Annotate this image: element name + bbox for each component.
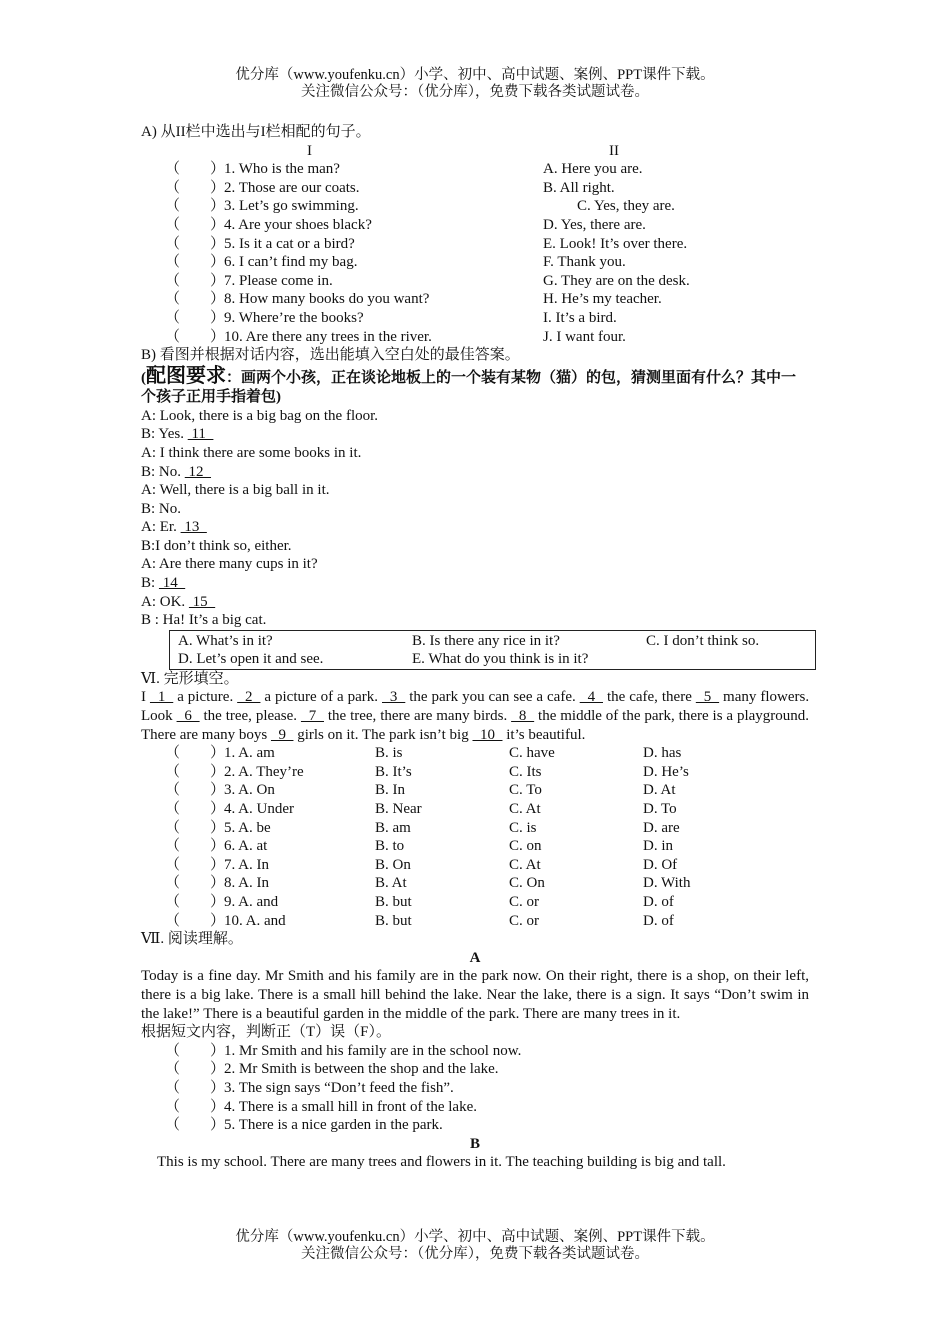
answer-bracket: （ ）	[165, 801, 226, 817]
part-b-passage: This is my school. There are many trees and flowers in it. The teaching building is big and tall.	[157, 1154, 726, 1171]
passage-text: the tree, please.	[199, 708, 301, 725]
tf-statement: 5. There is a nice garden in the park.	[224, 1117, 443, 1134]
passage-text: a picture of a park.	[260, 689, 382, 706]
answer-bracket: （ ）	[165, 254, 226, 271]
dialog-line	[141, 407, 809, 426]
cloze-blank: 6	[176, 708, 200, 725]
choice-c: C. At	[509, 801, 541, 817]
option-e: E. What do you think is in it?	[412, 650, 589, 667]
passage-text: the cafe, there	[603, 689, 696, 706]
cloze-blank: 7	[300, 708, 324, 725]
tf-statement: 1. Mr Smith and his family are in the school now.	[224, 1042, 522, 1059]
dialog-text: A: Well, there is a big ball in it.	[141, 482, 330, 499]
choice-d: D. With	[643, 875, 691, 892]
column-ii-sentence: F. Thank you.	[543, 254, 626, 271]
choice-b: B. is	[375, 745, 403, 762]
exam-content	[141, 123, 809, 1172]
choice-a: 4. A. Under	[224, 801, 294, 817]
choice-a: 7. A. In	[224, 856, 269, 873]
dialog-line	[141, 593, 809, 612]
choice-c: C. or	[509, 893, 539, 910]
column-i-sentence: 3. Let’s go swimming.	[224, 198, 359, 215]
choice-b: B. On	[375, 856, 411, 873]
column-i-sentence: 4. Are your shoes black?	[224, 216, 372, 233]
page-header	[0, 67, 950, 101]
cloze-blank: 1	[149, 689, 174, 706]
choice-d: D. Of	[643, 856, 678, 873]
matching-row	[141, 197, 809, 216]
cloze-question-row	[141, 781, 809, 800]
column-ii-sentence: B. All right.	[543, 179, 615, 196]
answer-bracket: （ ）	[165, 1079, 226, 1096]
cloze-blank: 8	[511, 708, 535, 725]
choice-a: 10. A. and	[224, 912, 286, 929]
choice-b: B. Near	[375, 801, 422, 817]
answer-bracket: （ ）	[165, 745, 226, 762]
column-ii-sentence: G. They are on the desk.	[543, 272, 690, 289]
tf-statement: 2. Mr Smith is between the shop and the lake.	[224, 1061, 499, 1078]
cloze-questions	[141, 744, 809, 930]
choice-c: C. On	[509, 875, 545, 892]
tf-item	[141, 1098, 809, 1117]
dialog-text: B: No.	[141, 463, 185, 480]
dialog-line	[141, 518, 809, 537]
matching-row	[141, 179, 809, 198]
cloze-question-row	[141, 763, 809, 782]
cloze-question-row	[141, 800, 809, 819]
choice-b: B. am	[375, 819, 411, 836]
note-open-paren: (	[141, 369, 146, 386]
answer-bracket: （ ）	[165, 1098, 226, 1115]
cloze-question-row	[141, 912, 809, 931]
choice-a: 5. A. be	[224, 819, 271, 836]
answer-bracket: （ ）	[165, 782, 226, 799]
passage-text: a picture.	[173, 689, 238, 706]
matching-row	[141, 253, 809, 272]
option-c: C. I don’t think so.	[646, 632, 760, 649]
cloze-blank: 3	[382, 689, 406, 706]
tf-item	[141, 1060, 809, 1079]
choice-d: D. He’s	[643, 763, 689, 780]
passage-text: I	[141, 689, 150, 706]
choice-b: B. to	[375, 838, 405, 855]
answer-bracket: （ ）	[165, 235, 226, 252]
answer-bracket: （ ）	[165, 328, 226, 345]
column-ii-sentence: C. Yes, they are.	[577, 198, 675, 215]
choice-d: D. At	[643, 782, 676, 799]
choice-a: 3. A. On	[224, 782, 275, 799]
dialog-text: A: Are there many cups in it?	[141, 556, 318, 573]
choice-c: C. have	[509, 745, 555, 762]
answer-bracket: （ ）	[165, 1117, 226, 1134]
choice-d: D. To	[643, 801, 677, 817]
dialog-text: B:	[141, 575, 159, 592]
choice-c: C. Its	[509, 763, 542, 780]
tf-statement: 3. The sign says “Don’t feed the fish”.	[224, 1079, 454, 1096]
header-line-2: 关注微信公众号：（优分库），免费下载各类试题试卷。	[301, 84, 649, 100]
dialog-blank: 12	[184, 463, 212, 480]
passage-text: the park you can see a cafe.	[405, 689, 580, 706]
answer-bracket: （ ）	[165, 291, 226, 308]
column-ii-sentence: H. He’s my teacher.	[543, 291, 662, 308]
matching-row	[141, 235, 809, 254]
cloze-question-row	[141, 819, 809, 838]
tf-item	[141, 1116, 809, 1135]
dialog-text: B : Ha! It’s a big cat.	[141, 612, 267, 629]
column-i-sentence: 6. I can’t find my bag.	[224, 254, 358, 271]
choice-a: 1. A. am	[224, 745, 275, 762]
cloze-blank: 5	[695, 689, 720, 706]
dialog-line	[141, 611, 809, 630]
column-i-header: I	[307, 142, 312, 159]
cloze-question-row	[141, 856, 809, 875]
choice-b: B. but	[375, 912, 412, 929]
matching-row	[141, 328, 809, 347]
dialog	[141, 407, 809, 630]
dialog-text: A: Look, there is a big bag on the floor.	[141, 407, 379, 424]
dialog-text: B: No.	[141, 500, 182, 517]
answer-bracket: （ ）	[165, 912, 226, 929]
dialog-line	[141, 444, 809, 463]
answer-bracket: （ ）	[165, 216, 226, 233]
choice-c: C. on	[509, 838, 542, 855]
section-7-title: Ⅶ. 阅读理解。	[141, 931, 243, 948]
dialog-text: A: OK.	[141, 593, 189, 610]
matching-row	[141, 290, 809, 309]
part-a-label: A	[469, 949, 481, 966]
answer-bracket: （ ）	[165, 875, 226, 892]
cloze-question-row	[141, 874, 809, 893]
tf-statement: 4. There is a small hill in front of the lake.	[224, 1098, 477, 1115]
choice-a: 8. A. In	[224, 875, 269, 892]
answer-bracket: （ ）	[165, 819, 226, 836]
note-text: ：画两个小孩，正在谈论地板上的一个装有某物（猫）的包，猜测里面有什么？其中一个孩子正用手指着包)	[141, 369, 797, 405]
column-i-sentence: 10. Are there any trees in the river.	[224, 328, 432, 345]
column-ii-sentence: D. Yes, there are.	[543, 216, 646, 233]
choice-c: C. or	[509, 912, 539, 929]
section-a-column-headers	[141, 142, 809, 161]
footer-line-1: 优分库（www.youfenku.cn）小学、初中、高中试题、案例、PPT课件下载。	[235, 1229, 715, 1245]
answer-bracket: （ ）	[165, 1061, 226, 1078]
column-ii-sentence: E. Look! It’s over there.	[543, 235, 688, 252]
column-ii-sentence: J. I want four.	[543, 328, 626, 345]
column-ii-sentence: A. Here you are.	[543, 161, 643, 178]
choice-b: B. It’s	[375, 763, 412, 780]
choice-a: 9. A. and	[224, 893, 279, 910]
choice-b: B. At	[375, 875, 407, 892]
matching-row	[141, 272, 809, 291]
column-i-sentence: 9. Where’re the books?	[224, 309, 364, 326]
dialog-line	[141, 574, 809, 593]
tf-item	[141, 1042, 809, 1061]
choice-d: D. has	[643, 745, 682, 762]
section-b-title: B) 看图并根据对话内容，选出能填入空白处的最佳答案。	[141, 347, 520, 364]
choice-b: B. In	[375, 782, 405, 799]
section-a-title: A) 从II栏中选出与I栏相配的句子。	[141, 124, 371, 140]
choice-c: C. is	[509, 819, 537, 836]
dialog-text: B:I don’t think so, either.	[141, 537, 292, 554]
option-a: A. What’s in it?	[178, 632, 273, 649]
dialog-text: B: Yes.	[141, 426, 188, 443]
picture-requirement-note	[141, 364, 809, 407]
page-footer	[0, 1229, 950, 1263]
footer-line-2: 关注微信公众号：（优分库），免费下载各类试题试卷。	[301, 1246, 649, 1262]
answer-bracket: （ ）	[165, 838, 226, 855]
part-a-passage: Today is a fine day. Mr Smith and his family are in the park now. On their right, there is a shop, on their left, there is a big lake. There is a small hill behind the lake. Near the lake, there is a sign. It says “Don’t swim in the lake!” There is a beautiful garden in the middle of the park. There are many trees in it.	[141, 968, 809, 1022]
dialog-blank: 11	[187, 426, 214, 443]
column-i-sentence: 2. Those are our coats.	[224, 179, 360, 196]
answer-bracket: （ ）	[165, 309, 226, 326]
cloze-blank: 2	[237, 689, 261, 706]
choice-a: 6. A. at	[224, 838, 268, 855]
choice-d: D. of	[643, 893, 674, 910]
dialog-line	[141, 555, 809, 574]
cloze-blank: 4	[579, 689, 603, 706]
true-false-items	[141, 1042, 809, 1135]
choice-c: C. To	[509, 782, 542, 799]
dialog-text: A: Er.	[141, 519, 181, 536]
dialog-blank: 15	[188, 593, 216, 610]
answer-bracket: （ ）	[165, 1042, 226, 1059]
answer-bracket: （ ）	[165, 893, 226, 910]
part-b-label: B	[469, 1135, 480, 1152]
dialog-line	[141, 481, 809, 500]
tf-item	[141, 1079, 809, 1098]
column-i-sentence: 5. Is it a cat or a bird?	[224, 235, 355, 252]
column-ii-header: II	[609, 142, 619, 159]
dialog-blank: 13	[180, 519, 207, 536]
choice-d: D. of	[643, 912, 674, 929]
header-line-1: 优分库（www.youfenku.cn）小学、初中、高中试题、案例、PPT课件下载。	[235, 67, 715, 83]
dialog-line	[141, 537, 809, 556]
column-i-sentence: 8. How many books do you want?	[224, 291, 430, 308]
matching-row	[141, 160, 809, 179]
dialog-blank: 14	[158, 575, 186, 592]
answer-bracket: （ ）	[165, 856, 226, 873]
cloze-blank: 10	[472, 726, 503, 743]
dialog-line	[141, 463, 809, 482]
passage-text: the middle of the park, there is a playground. There are many boys	[141, 708, 810, 743]
passage-text: many flowers. Look	[141, 689, 810, 725]
section-a-rows	[141, 160, 809, 346]
cloze-blank: 9	[270, 726, 294, 743]
part-a-instruction: 根据短文内容，判断正（T）误（F）。	[141, 1024, 392, 1041]
choice-d: D. in	[643, 838, 673, 855]
note-heading: 配图要求	[146, 364, 226, 387]
answer-bracket: （ ）	[165, 272, 226, 289]
choice-a: 2. A. They’re	[224, 763, 304, 780]
cloze-question-row	[141, 744, 809, 763]
matching-row	[141, 309, 809, 328]
answer-bracket: （ ）	[165, 198, 226, 215]
option-d: D. Let’s open it and see.	[178, 650, 324, 667]
passage-text: girls on it. The park isn’t big	[293, 726, 473, 743]
cloze-question-row	[141, 837, 809, 856]
section-6-title: Ⅵ. 完形填空。	[141, 670, 239, 687]
dialog-line	[141, 425, 809, 444]
answer-options-box	[169, 630, 816, 670]
answer-bracket: （ ）	[165, 161, 226, 178]
choice-b: B. but	[375, 893, 412, 910]
dialog-text: A: I think there are some books in it.	[141, 444, 362, 461]
passage-text: the tree, there are many birds.	[323, 708, 512, 725]
choice-d: D. are	[643, 819, 680, 836]
option-b: B. Is there any rice in it?	[412, 632, 560, 649]
cloze-passage	[141, 688, 809, 744]
dialog-line	[141, 500, 809, 519]
column-i-sentence: 1. Who is the man?	[224, 161, 340, 178]
cloze-question-row	[141, 893, 809, 912]
column-i-sentence: 7. Please come in.	[224, 272, 333, 289]
matching-row	[141, 216, 809, 235]
answer-bracket: （ ）	[165, 179, 226, 196]
choice-c: C. At	[509, 856, 541, 873]
passage-text: it’s beautiful.	[502, 726, 586, 743]
column-ii-sentence: I. It’s a bird.	[543, 309, 617, 326]
answer-bracket: （ ）	[165, 763, 226, 780]
